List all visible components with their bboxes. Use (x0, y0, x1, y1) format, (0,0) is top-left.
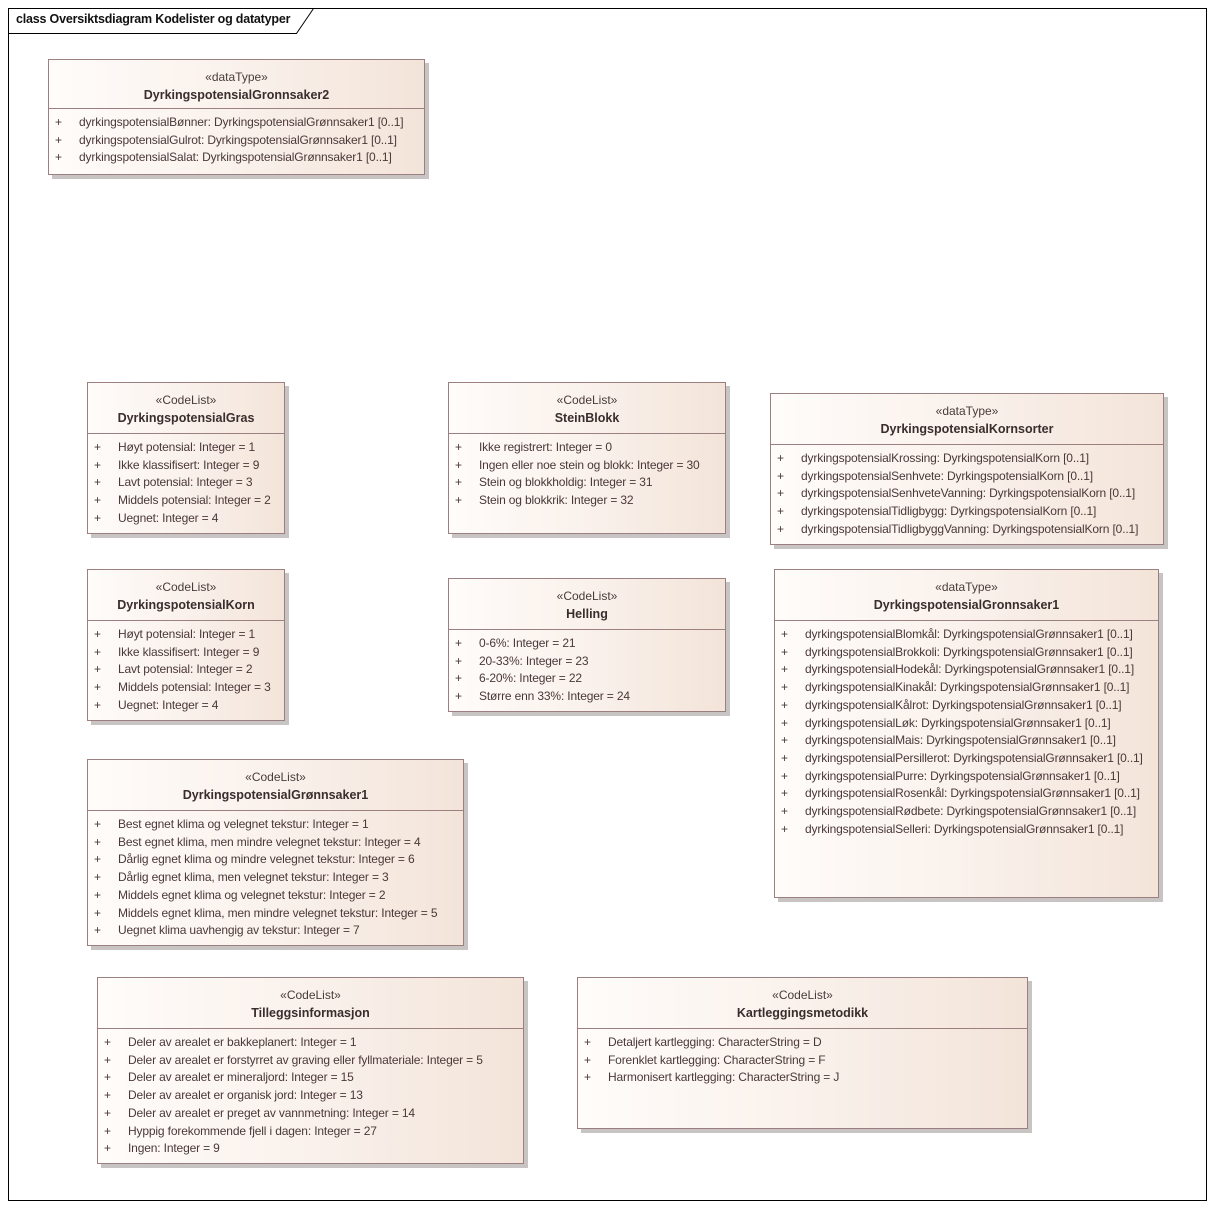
class-dyrkingspotensial-gronnsaker1-codelist[interactable] (87, 759, 464, 946)
visibility: + (781, 750, 789, 765)
attribute-row[interactable] (88, 697, 284, 715)
visibility: + (104, 1088, 112, 1103)
attribute-row[interactable] (88, 887, 463, 905)
attribute-list (578, 1029, 1027, 1087)
attribute-row[interactable] (775, 821, 1158, 839)
visibility: + (777, 468, 785, 483)
attribute-row[interactable] (49, 132, 424, 150)
visibility: + (584, 1052, 592, 1067)
attribute-list (98, 1029, 523, 1158)
attribute-row[interactable] (88, 905, 463, 923)
visibility: + (94, 817, 102, 831)
attribute-text: Ingen: Integer = 9 (128, 1141, 220, 1156)
visibility: + (94, 627, 102, 641)
attribute-text: Større enn 33%: Integer = 24 (479, 689, 630, 704)
attribute-row[interactable] (98, 1087, 523, 1105)
visibility: + (94, 887, 102, 902)
class-dyrkingspotensial-korn[interactable] (87, 569, 285, 721)
attribute-row[interactable] (775, 679, 1158, 697)
attribute-list (449, 434, 725, 510)
attribute-row[interactable] (775, 785, 1158, 803)
attribute-text: Middels potensial: Integer = 3 (118, 680, 271, 695)
class-dyrkingspotensial-gronnsaker2[interactable] (48, 59, 425, 175)
visibility: + (455, 636, 463, 650)
visibility: + (94, 457, 102, 472)
visibility: + (455, 671, 463, 686)
class-name: DyrkingspotensialKorn (117, 598, 255, 612)
attribute-text: Dårlig egnet klima og mindre velegnet tekstur: Integer = 6 (118, 852, 415, 867)
attribute-text: Middels egnet klima og velegnet tekstur: Integer = 2 (118, 887, 386, 902)
visibility: + (455, 689, 463, 704)
attribute-text: 20-33%: Integer = 23 (479, 653, 589, 668)
class-header (49, 60, 424, 109)
visibility: + (584, 1035, 592, 1049)
visibility: + (94, 905, 102, 920)
stereotype: «dataType» (935, 580, 998, 594)
visibility: + (94, 834, 102, 849)
attribute-row[interactable] (578, 1069, 1027, 1087)
visibility: + (455, 457, 463, 472)
visibility: + (781, 697, 789, 712)
visibility: + (104, 1105, 112, 1120)
visibility: + (781, 662, 789, 677)
visibility: + (777, 451, 785, 465)
visibility: + (584, 1070, 592, 1085)
attribute-text: dyrkingspotensialPurre: DyrkingspotensialGrønnsaker1 [0..1] (805, 768, 1120, 783)
visibility: + (781, 786, 789, 801)
class-name: DyrkingspotensialGras (117, 411, 255, 425)
attribute-text: dyrkingspotensialLøk: DyrkingspotensialGrønnsaker1 [0..1] (805, 715, 1111, 730)
visibility: + (55, 115, 63, 129)
attribute-text: dyrkingspotensialBønner: DyrkingspotensialGrønnsaker1 [0..1] (79, 115, 404, 129)
attribute-text: dyrkingspotensialKinakål: DyrkingspotensialGrønnsaker1 [0..1] (805, 680, 1130, 695)
attribute-row[interactable] (98, 1052, 523, 1070)
class-name: Helling (566, 607, 608, 621)
attribute-row[interactable] (88, 851, 463, 869)
attribute-row[interactable] (775, 803, 1158, 821)
attribute-text: Best egnet klima og velegnet tekstur: Integer = 1 (118, 817, 369, 831)
class-dyrkingspotensial-kornsorter[interactable] (770, 393, 1164, 545)
class-kartleggingsmetodikk[interactable] (577, 977, 1028, 1129)
visibility: + (104, 1035, 112, 1049)
visibility: + (94, 662, 102, 677)
visibility: + (104, 1070, 112, 1085)
attribute-text: Ikke registrert: Integer = 0 (479, 440, 612, 454)
attribute-row[interactable] (88, 510, 284, 528)
attribute-text: dyrkingspotensialTidligbygg: DyrkingspotensialKorn [0..1] (801, 504, 1097, 519)
class-name: Tilleggsinformasjon (251, 1006, 370, 1020)
attribute-list (775, 621, 1158, 838)
attribute-text: dyrkingspotensialRødbete: DyrkingspotensialGrønnsaker1 [0..1] (805, 804, 1137, 819)
attribute-row[interactable] (88, 492, 284, 510)
attribute-row[interactable] (771, 503, 1163, 521)
visibility: + (94, 923, 102, 938)
attribute-text: 0-6%: Integer = 21 (479, 636, 576, 650)
attribute-text: Deler av arealet er preget av vannmetning: Integer = 14 (128, 1105, 415, 1120)
attribute-row[interactable] (88, 626, 284, 644)
attribute-row[interactable] (98, 1140, 523, 1158)
visibility: + (781, 644, 789, 659)
visibility: + (455, 475, 463, 490)
class-header (88, 383, 284, 434)
attribute-row[interactable] (98, 1034, 523, 1052)
attribute-text: Stein og blokkrik: Integer = 32 (479, 493, 634, 508)
attribute-row[interactable] (98, 1069, 523, 1087)
visibility: + (781, 715, 789, 730)
attribute-text: Uegnet klima uavhengig av tekstur: Integer = 7 (118, 923, 360, 938)
attribute-row[interactable] (88, 439, 284, 457)
stereotype: «CodeList» (556, 589, 618, 603)
visibility: + (94, 697, 102, 712)
class-steinblokk[interactable] (448, 382, 726, 534)
class-header (449, 579, 725, 630)
attribute-row[interactable] (771, 468, 1163, 486)
attribute-text: Uegnet: Integer = 4 (118, 697, 219, 712)
attribute-row[interactable] (88, 644, 284, 662)
class-header (88, 760, 463, 811)
attribute-row[interactable] (449, 492, 725, 510)
stereotype: «CodeList» (280, 988, 341, 1002)
visibility: + (55, 150, 63, 165)
attribute-row[interactable] (449, 670, 725, 688)
class-dyrkingspotensial-gronnsaker1-datatype[interactable] (774, 569, 1159, 898)
attribute-text: Ikke klassifisert: Integer = 9 (118, 457, 260, 472)
attribute-row[interactable] (49, 149, 424, 167)
attribute-text: Middels egnet klima, men mindre velegnet tekstur: Integer = 5 (118, 905, 438, 920)
visibility: + (94, 852, 102, 867)
visibility: + (781, 680, 789, 695)
attribute-row[interactable] (98, 1105, 523, 1123)
attribute-list (449, 630, 725, 706)
visibility: + (777, 504, 785, 519)
attribute-row[interactable] (88, 679, 284, 697)
attribute-text: Deler av arealet er mineraljord: Integer = 15 (128, 1070, 354, 1085)
attribute-text: Ingen eller noe stein og blokk: Integer = 30 (479, 457, 700, 472)
visibility: + (455, 493, 463, 508)
attribute-list (771, 445, 1163, 539)
visibility: + (104, 1052, 112, 1067)
attribute-text: Ikke klassifisert: Integer = 9 (118, 644, 260, 659)
class-header (771, 394, 1163, 445)
attribute-text: dyrkingspotensialSenhvete: DyrkingspotensialKorn [0..1] (801, 468, 1093, 483)
visibility: + (94, 510, 102, 525)
class-name: Kartleggingsmetodikk (736, 1006, 869, 1020)
class-name: SteinBlokk (554, 411, 620, 425)
class-header (98, 978, 523, 1029)
attribute-text: Detaljert kartlegging: CharacterString = D (608, 1035, 822, 1049)
class-name: DyrkingspotensialKornsorter (880, 422, 1054, 436)
attribute-row[interactable] (775, 715, 1158, 733)
attribute-row[interactable] (449, 439, 725, 457)
visibility: + (781, 821, 789, 836)
visibility: + (94, 644, 102, 659)
attribute-text: Middels potensial: Integer = 2 (118, 493, 271, 508)
attribute-row[interactable] (88, 834, 463, 852)
stereotype: «CodeList» (155, 580, 217, 594)
stereotype: «CodeList» (772, 988, 833, 1002)
visibility: + (104, 1123, 112, 1138)
attribute-row[interactable] (49, 114, 424, 132)
attribute-row[interactable] (88, 661, 284, 679)
attribute-row[interactable] (449, 653, 725, 671)
attribute-list (88, 811, 463, 940)
attribute-list (49, 109, 424, 167)
attribute-text: Stein og blokkholdig: Integer = 31 (479, 475, 653, 490)
attribute-list (88, 434, 284, 528)
attribute-text: dyrkingspotensialKrossing: DyrkingspotensialKorn [0..1] (801, 451, 1089, 465)
attribute-list (88, 621, 284, 715)
attribute-row[interactable] (88, 474, 284, 492)
attribute-row[interactable] (578, 1052, 1027, 1070)
diagram-title: class Oversiktsdiagram Kodelister og datatyper (16, 12, 291, 26)
attribute-text: dyrkingspotensialSalat: DyrkingspotensialGrønnsaker1 [0..1] (79, 150, 392, 165)
attribute-row[interactable] (449, 457, 725, 475)
visibility: + (455, 440, 463, 454)
class-dyrkingspotensial-gras[interactable] (87, 382, 285, 534)
attribute-text: 6-20%: Integer = 22 (479, 671, 582, 686)
attribute-row[interactable] (775, 626, 1158, 644)
stereotype: «CodeList» (155, 393, 217, 407)
attribute-text: Hyppig forekommende fjell i dagen: Integer = 27 (128, 1123, 377, 1138)
attribute-row[interactable] (771, 521, 1163, 539)
visibility: + (55, 132, 63, 147)
visibility: + (94, 440, 102, 454)
attribute-row[interactable] (88, 922, 463, 940)
visibility: + (781, 733, 789, 748)
attribute-row[interactable] (775, 732, 1158, 750)
attribute-row[interactable] (578, 1034, 1027, 1052)
stereotype: «dataType» (205, 70, 268, 84)
attribute-text: dyrkingspotensialBlomkål: DyrkingspotensialGrønnsaker1 [0..1] (805, 627, 1133, 641)
visibility: + (94, 493, 102, 508)
attribute-row[interactable] (88, 457, 284, 475)
attribute-row[interactable] (771, 450, 1163, 468)
visibility: + (94, 680, 102, 695)
visibility: + (455, 653, 463, 668)
attribute-row[interactable] (98, 1123, 523, 1141)
attribute-text: Høyt potensial: Integer = 1 (118, 627, 256, 641)
attribute-row[interactable] (449, 688, 725, 706)
attribute-text: dyrkingspotensialKålrot: DyrkingspotensialGrønnsaker1 [0..1] (805, 697, 1122, 712)
attribute-text: Uegnet: Integer = 4 (118, 510, 219, 525)
class-header (578, 978, 1027, 1029)
visibility: + (781, 627, 789, 641)
attribute-row[interactable] (775, 661, 1158, 679)
visibility: + (94, 475, 102, 490)
attribute-text: dyrkingspotensialBrokkoli: DyrkingspotensialGrønnsaker1 [0..1] (805, 644, 1133, 659)
attribute-text: dyrkingspotensialGulrot: DyrkingspotensialGrønnsaker1 [0..1] (79, 132, 397, 147)
attribute-row[interactable] (449, 474, 725, 492)
attribute-text: Forenklet kartlegging: CharacterString = F (608, 1052, 826, 1067)
attribute-text: dyrkingspotensialTidligbyggVanning: DyrkingspotensialKorn [0..1] (801, 521, 1139, 536)
attribute-text: Deler av arealet er organisk jord: Integer = 13 (128, 1088, 363, 1103)
class-header (775, 570, 1158, 621)
attribute-text: Harmonisert kartlegging: CharacterString = J (608, 1070, 840, 1085)
attribute-row[interactable] (88, 816, 463, 834)
class-tilleggsinformasjon[interactable] (97, 977, 524, 1164)
attribute-row[interactable] (88, 869, 463, 887)
class-helling[interactable] (448, 578, 726, 712)
attribute-row[interactable] (775, 750, 1158, 768)
attribute-row[interactable] (775, 644, 1158, 662)
class-header (449, 383, 725, 434)
attribute-text: dyrkingspotensialHodekål: DyrkingspotensialGrønnsaker1 [0..1] (805, 662, 1135, 677)
visibility: + (94, 870, 102, 885)
visibility: + (781, 768, 789, 783)
stereotype: «dataType» (935, 404, 999, 418)
attribute-text: dyrkingspotensialSelleri: DyrkingspotensialGrønnsaker1 [0..1] (805, 821, 1124, 836)
attribute-row[interactable] (449, 635, 725, 653)
attribute-text: Best egnet klima, men mindre velegnet tekstur: Integer = 4 (118, 834, 421, 849)
class-header (88, 570, 284, 621)
attribute-text: Deler av arealet er bakkeplanert: Integer = 1 (128, 1035, 357, 1049)
stereotype: «CodeList» (245, 770, 306, 784)
attribute-text: dyrkingspotensialPersillerot: DyrkingspotensialGrønnsaker1 [0..1] (805, 750, 1143, 765)
visibility: + (777, 521, 785, 536)
attribute-text: dyrkingspotensialRosenkål: DyrkingspotensialGrønnsaker1 [0..1] (805, 786, 1140, 801)
visibility: + (777, 486, 785, 501)
visibility: + (781, 804, 789, 819)
class-name: DyrkingspotensialGronnsaker1 (873, 598, 1060, 612)
class-name: DyrkingspotensialGrønnsaker1 (182, 788, 369, 802)
attribute-row[interactable] (771, 485, 1163, 503)
attribute-row[interactable] (775, 697, 1158, 715)
attribute-text: Deler av arealet er forstyrret av graving eller fyllmateriale: Integer = 5 (128, 1052, 483, 1067)
attribute-text: dyrkingspotensialSenhveteVanning: DyrkingspotensialKorn [0..1] (801, 486, 1136, 501)
attribute-text: Dårlig egnet klima, men velegnet tekstur: Integer = 3 (118, 870, 389, 885)
attribute-text: Lavt potensial: Integer = 3 (118, 475, 253, 490)
class-name: DyrkingspotensialGronnsaker2 (143, 88, 330, 102)
attribute-text: dyrkingspotensialMais: DyrkingspotensialGrønnsaker1 [0..1] (805, 733, 1116, 748)
attribute-row[interactable] (775, 768, 1158, 786)
visibility: + (104, 1141, 112, 1156)
stereotype: «CodeList» (556, 393, 618, 407)
attribute-text: Høyt potensial: Integer = 1 (118, 440, 256, 454)
attribute-text: Lavt potensial: Integer = 2 (118, 662, 253, 677)
